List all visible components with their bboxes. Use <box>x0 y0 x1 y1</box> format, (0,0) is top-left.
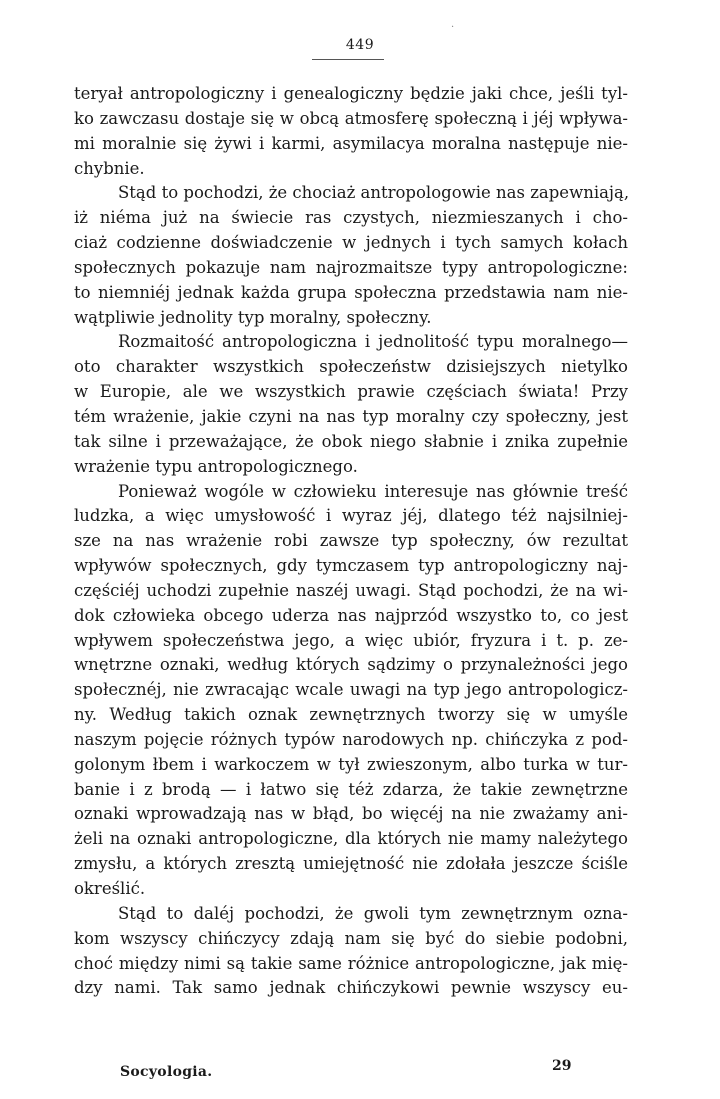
text-line: kom wszyscy chińczycy zdają nam się być do siebie podobni, <box>74 928 628 948</box>
text-line: ciaż codzienne doświadczenie w jednych i tych samych kołach <box>74 233 628 253</box>
text-line: społecznych pokazuje nam najrozmaitsze typy antropologiczne: <box>74 257 628 277</box>
text-line: tém wrażenie, jakie czyni na nas typ moralny czy społeczny, jest <box>74 406 628 426</box>
text-line: Stąd to daléj pochodzi, że gwoli tym zewnętrznym ozna- <box>118 903 628 923</box>
text-line: banie i z brodą — i łatwo się téż zdarza, że takie zewnętrzne <box>74 779 628 799</box>
footer-sheet-number: 29 <box>552 1058 572 1074</box>
text-line: ludzka, a więc umysłowość i wyraz jéj, dlatego téż najsilniej- <box>74 506 628 526</box>
text-line: tak silne i przeważające, że obok niego słabnie i znika zupełnie <box>74 431 628 451</box>
stray-mark: · <box>451 22 455 33</box>
text-line: ko zawczasu dostaje się w obcą atmosferę społeczną i jéj wpływa- <box>74 108 628 128</box>
text-line: dzy nami. Tak samo jednak chińczykowi pewnie wszyscy eu- <box>74 978 628 998</box>
text-line: oto charakter wszystkich społeczeństw dzisiejszych nietylko <box>74 357 628 377</box>
text-line: chybnie. <box>74 158 145 178</box>
text-line: Ponieważ wogóle w człowieku interesuje nas głównie treść <box>118 481 628 501</box>
text-line: w Europie, ale we wszystkich prawie częściach świata! Przy <box>74 382 628 402</box>
text-line: wpływów społecznych, gdy tymczasem typ antropologiczny naj- <box>74 556 628 576</box>
text-line: wrażenie typu antropologicznego. <box>74 456 358 476</box>
text-line: wnętrzne oznaki, według których sądzimy o przynależności jego <box>74 655 628 675</box>
text-line: golonym łbem i warkoczem w tył zwieszonym, albo turka w tur- <box>74 754 628 774</box>
text-line: ny. Według takich oznak zewnętrznych tworzy się w umyśle <box>74 705 628 725</box>
text-line: wpływem społeczeństwa jego, a więc ubiór, fryzura i t. p. ze- <box>74 630 628 650</box>
text-line: sze na nas wrażenie robi zawsze typ społeczny, ów rezultat <box>74 531 628 551</box>
text-line: społecznéj, nie zwracając wcale uwagi na typ jego antropologicz- <box>74 680 628 700</box>
text-line: dok człowieka obcego uderza nas najprzód wszystko to, co jest <box>74 605 628 625</box>
text-line: to niemniéj jednak każda grupa społeczna przedstawia nam nie- <box>74 282 628 302</box>
text-line: iż niéma już na świecie ras czystych, niezmieszanych i cho- <box>74 208 628 228</box>
text-line: zmysłu, a których zresztą umiejętność nie zdołała jeszcze ściśle <box>74 854 628 874</box>
text-line: częściéj uchodzi zupełnie naszéj uwagi. Stąd pochodzi, że na wi- <box>74 580 628 600</box>
page-number: 449 <box>345 37 375 53</box>
text-line: wątpliwie jednolity typ moralny, społeczny. <box>74 307 432 327</box>
footer-signature-title: Socyologia. <box>120 1064 213 1080</box>
text-line: Stąd to pochodzi, że chociaż antropologowie nas zapewniają, <box>118 183 630 203</box>
text-line: oznaki wprowadzają nas w błąd, bo więcéj na nie zważamy ani- <box>74 804 628 824</box>
text-line: określić. <box>74 879 146 898</box>
text-line: żeli na oznaki antropologiczne, dla których nie mamy należytego <box>74 829 628 849</box>
text-line: teryał antropologiczny i genealogiczny będzie jaki chce, jeśli tyl- <box>74 84 628 103</box>
text-line: mi moralnie się żywi i karmi, asymilacya moralna następuje nie- <box>74 133 628 153</box>
text-line: choć między nimi są takie same różnice antropologiczne, jak mię- <box>74 953 628 973</box>
text-line: Rozmaitość antropologiczna i jednolitość typu moralnego— <box>118 332 628 352</box>
text-line: naszym pojęcie różnych typów narodowych np. chińczyka z pod- <box>74 729 628 749</box>
page-number-rule <box>312 59 384 60</box>
body-text <box>74 82 628 1001</box>
